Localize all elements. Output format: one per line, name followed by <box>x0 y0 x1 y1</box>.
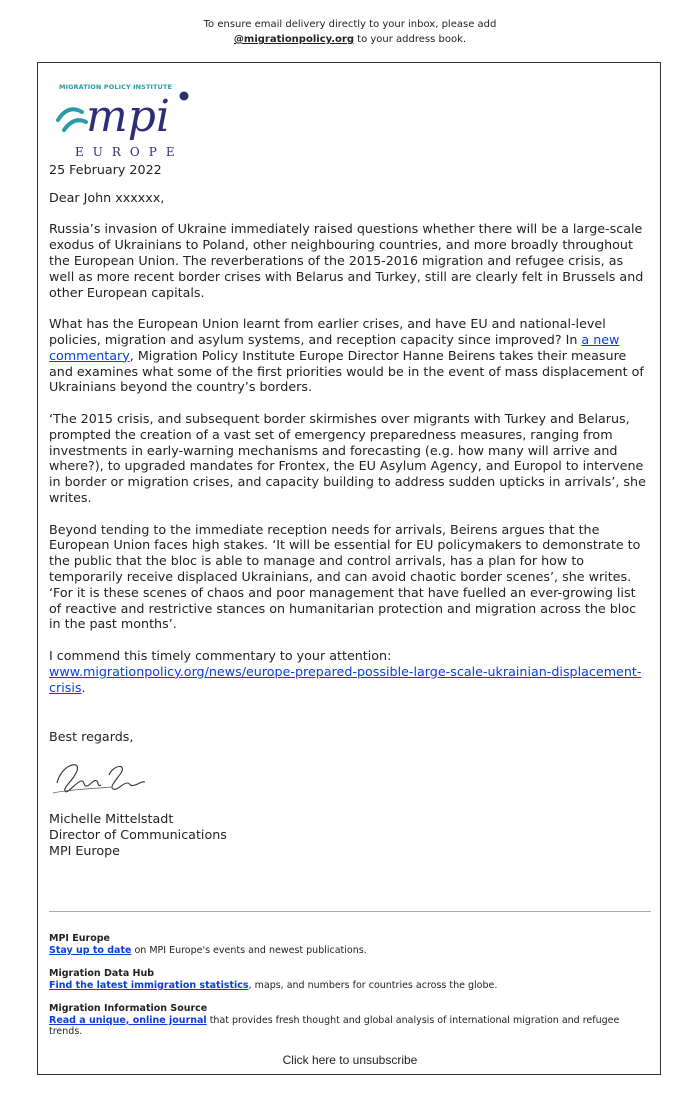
online-journal-link[interactable]: Read a unique, online journal <box>49 1014 207 1026</box>
logo-top-text: MIGRATION POLICY INSTITUTE <box>59 83 173 91</box>
preheader-line-2 <box>0 32 700 47</box>
footer-section-title: Migration Data Hub <box>49 968 155 979</box>
footer-section-desc: on MPI Europe's events and newest publications. <box>131 944 367 956</box>
new-commentary-link[interactable]: a new commentary <box>49 331 620 363</box>
logo-europe-text: EUROPE <box>75 145 184 159</box>
footer-section-desc: , maps, and numbers for countries across the globe. <box>248 979 498 991</box>
paragraph-5-end: . <box>81 679 86 695</box>
footer-section-text <box>49 1015 654 1038</box>
paragraph-5 <box>49 648 649 695</box>
latest-statistics-link[interactable]: Find the latest immigration statistics <box>49 979 249 991</box>
footer-section-text <box>49 980 654 992</box>
paragraph-2-before: What has the European Union learnt from earlier crises, and have EU and national-level policies, migration and asylum systems, and reception capacity since improved? In <box>49 316 606 347</box>
footer-section-data-hub <box>49 968 654 991</box>
paragraph-2 <box>49 316 649 395</box>
paragraph-1: Russia’s invasion of Ukraine immediately raised questions whether there will be a large-scale exodus of Ukrainians to Poland, other neighbouring countries, and more broadly throughout the European Union. The reverberations of the 2015-2016 migration and refugee crisis, as well as more recent border crises with Belarus and Turkey, still are clearly felt in Brussels and other European capitals. <box>49 221 644 300</box>
footer-divider <box>49 911 651 912</box>
letter-greeting: Dear John xxxxxx, <box>49 189 165 205</box>
footer-section-title: MPI Europe <box>49 933 110 944</box>
footer <box>49 933 654 1050</box>
footer-section-desc: that provides fresh thought and global analysis of international migration and refugee trends. <box>49 1014 620 1037</box>
preheader-line-2-suffix: to your address book. <box>353 34 467 45</box>
stay-up-to-date-link[interactable]: Stay up to date <box>49 944 132 956</box>
preheader-line-1: To ensure email delivery directly to your inbox, please add <box>203 19 497 30</box>
footer-section-title: Migration Information Source <box>49 1003 208 1014</box>
closing: Best regards, <box>49 729 134 745</box>
paragraph-5-text: I commend this timely commentary to your attention: <box>49 647 392 663</box>
paragraph-2-after: , Migration Policy Institute Europe Director Hanne Beirens takes their measure and examines what some of the first priorities would be in the event of mass displacement of Ukrainians beyond the country’s borders. <box>49 347 644 395</box>
signature-image <box>51 753 147 799</box>
paragraph-3: ‘The 2015 crisis, and subsequent border skirmishes over migrants with Turkey and Belarus, prompted the creation of a vast set of emergency preparedness measures, ranging from investments in early-warning mechanisms and forecasting (e.g. how many will arrive and where?), to upgraded mandates for Frontex, the EU Asylum Agency, and Europol to intervene in border or migration crises, and capacity building to address sudden upticks in arrivals’, she writes. <box>49 410 646 505</box>
mpi-europe-logo[interactable] <box>56 81 206 159</box>
footer-section-information-source <box>49 1003 654 1038</box>
sign-title: Director of Communications <box>49 826 227 842</box>
logo-mark-text: mpi <box>86 91 170 142</box>
signature-block <box>49 811 649 858</box>
commentary-url-link[interactable]: www.migrationpolicy.org/news/europe-prepared-possible-large-scale-ukrainian-displacement-crisis <box>49 663 642 695</box>
footer-section-text <box>49 945 654 957</box>
footer-section-mpi-europe <box>49 933 654 956</box>
letter-date: 25 February 2022 <box>49 162 162 177</box>
preheader-email-link[interactable]: @migrationpolicy.org <box>233 34 354 45</box>
sign-org: MPI Europe <box>49 842 120 858</box>
email-card <box>37 62 661 1075</box>
preheader <box>0 17 700 47</box>
sign-name: Michelle Mittelstadt <box>49 811 174 827</box>
unsubscribe-link[interactable]: Click here to unsubscribe <box>282 1053 418 1067</box>
mpi-logo-mark-icon <box>56 90 206 146</box>
letter-body <box>49 162 649 858</box>
paragraph-4: Beyond tending to the immediate reception needs for arrivals, Beirens argues that the European Union faces high stakes. ‘It will be essential for EU policymakers to demonstrate to the public that the bloc is able to manage and control arrivals, has a plan for how to temporarily receive displaced Ukrainians, and can avoid chaotic border scenes’, she writes. ‘For it is these scenes of chaos and poor management that have fuelled an ever-growing list of reactive and restrictive stances on humanitarian protection and migration across the bloc in the past months’. <box>49 521 641 632</box>
